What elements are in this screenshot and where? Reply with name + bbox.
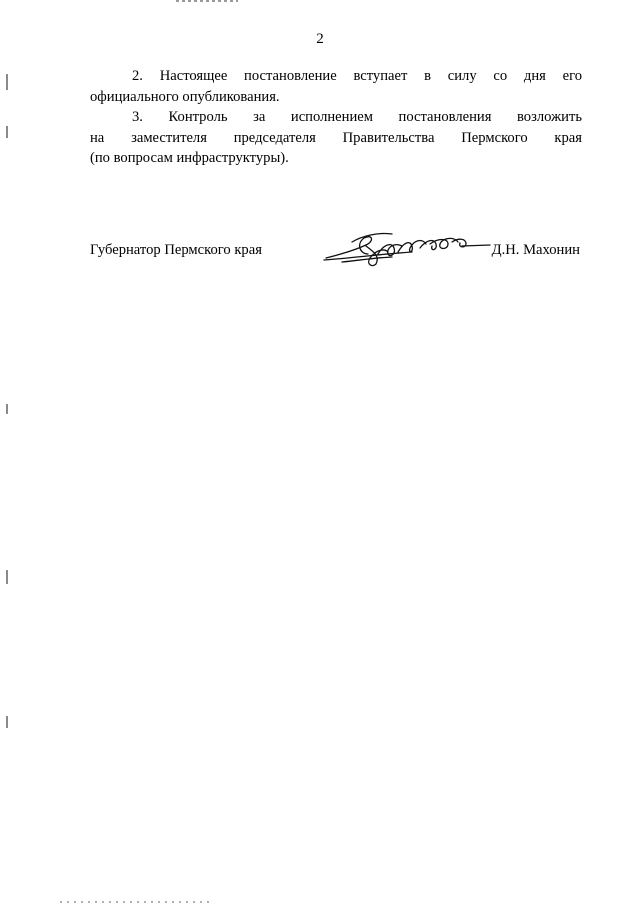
paragraph-line: 3. Контроль за исполнением постановления возложить bbox=[132, 109, 582, 125]
scan-artifact-left-mark bbox=[6, 716, 8, 728]
scan-artifact-left-mark bbox=[6, 74, 8, 90]
scan-artifact-left-mark bbox=[6, 404, 8, 414]
paragraph-line: 2. Настоящее постановление вступает в силу со дня его bbox=[132, 68, 582, 84]
signer-position: Губернатор Пермского края bbox=[90, 242, 262, 258]
scan-artifact-bottom bbox=[60, 901, 210, 903]
page-number: 2 bbox=[316, 31, 324, 47]
scan-artifact-top bbox=[176, 0, 238, 2]
signature-block bbox=[90, 236, 582, 268]
signer-name: Д.Н. Махонин bbox=[491, 242, 580, 258]
paragraph-3 bbox=[90, 107, 582, 169]
paragraph-line: на заместителя председателя Правительства Пермского края bbox=[90, 129, 582, 146]
scan-artifact-left-mark bbox=[6, 570, 8, 584]
paragraph-line: (по вопросам инфраструктуры). bbox=[90, 150, 289, 166]
handwritten-signature bbox=[322, 224, 492, 268]
scan-artifact-left-mark bbox=[6, 126, 8, 138]
paragraph-line: официального опубликования. bbox=[90, 88, 280, 105]
document-body bbox=[90, 66, 582, 169]
paragraph-2 bbox=[90, 66, 582, 107]
